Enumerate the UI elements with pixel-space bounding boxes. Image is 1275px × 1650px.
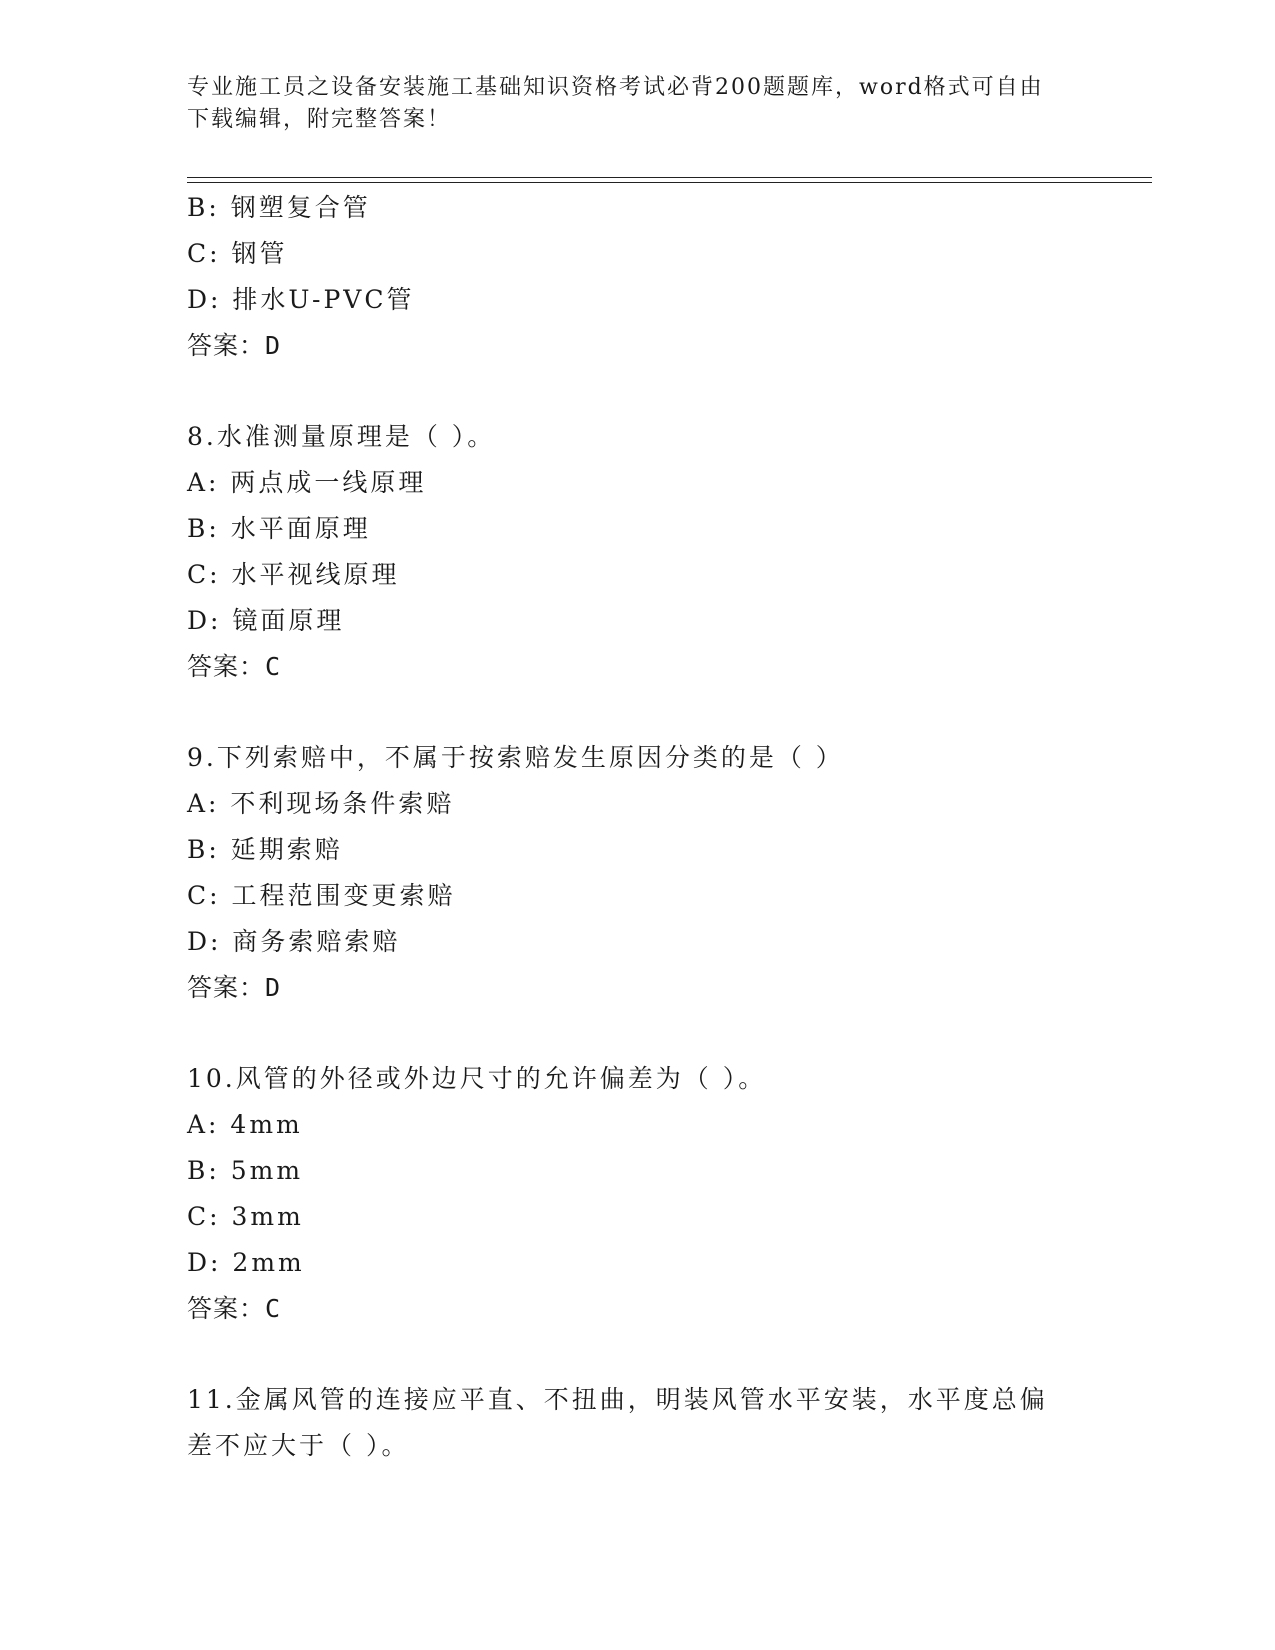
spacer xyxy=(187,1332,1107,1377)
option-a: A: 4mm xyxy=(187,1110,303,1139)
document-body xyxy=(187,185,1107,1469)
question-8 xyxy=(187,414,1107,690)
option-d: D: 镜面原理 xyxy=(187,606,345,635)
question-text-line-2: 差不应大于（ ）。 xyxy=(187,1431,410,1460)
option-c: C: 工程范围变更索赔 xyxy=(187,881,456,910)
answer-label: 答案：D xyxy=(187,331,282,360)
option-c: C: 3mm xyxy=(187,1202,304,1231)
question-text: 10.风管的外径或外边尺寸的允许偏差为（ ）。 xyxy=(187,1064,767,1093)
option-a: A: 不利现场条件索赔 xyxy=(187,789,455,818)
option-d: D: 商务索赔索赔 xyxy=(187,927,401,956)
spacer xyxy=(187,369,1107,414)
option-b: B: 5mm xyxy=(187,1156,304,1185)
header-rule-bottom xyxy=(187,182,1152,183)
option-a: A: 两点成一线原理 xyxy=(187,468,427,497)
option-c: C: 钢管 xyxy=(187,239,288,268)
option-c: C: 水平视线原理 xyxy=(187,560,400,589)
question-7-partial xyxy=(187,185,1107,369)
spacer xyxy=(187,1011,1107,1056)
question-text: 9.下列索赔中，不属于按索赔发生原因分类的是（ ） xyxy=(187,743,844,772)
question-text-line-1: 11.金属风管的连接应平直、不扭曲，明装风管水平安装，水平度总偏 xyxy=(187,1385,1048,1414)
answer-label: 答案：C xyxy=(187,652,282,681)
question-10 xyxy=(187,1056,1107,1332)
spacer xyxy=(187,690,1107,735)
header-rule-top xyxy=(187,177,1152,178)
option-b: B: 延期索赔 xyxy=(187,835,343,864)
document-header xyxy=(187,72,1067,136)
header-line-2: 下载编辑，附完整答案！ xyxy=(187,107,452,132)
answer-label: 答案：C xyxy=(187,1294,282,1323)
option-d: D: 2mm xyxy=(187,1248,305,1277)
question-text: 8.水准测量原理是（ ）。 xyxy=(187,422,496,451)
question-9 xyxy=(187,735,1107,1011)
option-b: B: 钢塑复合管 xyxy=(187,193,371,222)
header-line-1: 专业施工员之设备安装施工基础知识资格考试必背200题题库，word格式可自由 xyxy=(187,75,1044,100)
option-d: D: 排水U-PVC管 xyxy=(187,285,415,314)
option-b: B: 水平面原理 xyxy=(187,514,371,543)
answer-label: 答案：D xyxy=(187,973,282,1002)
question-11 xyxy=(187,1377,1107,1469)
